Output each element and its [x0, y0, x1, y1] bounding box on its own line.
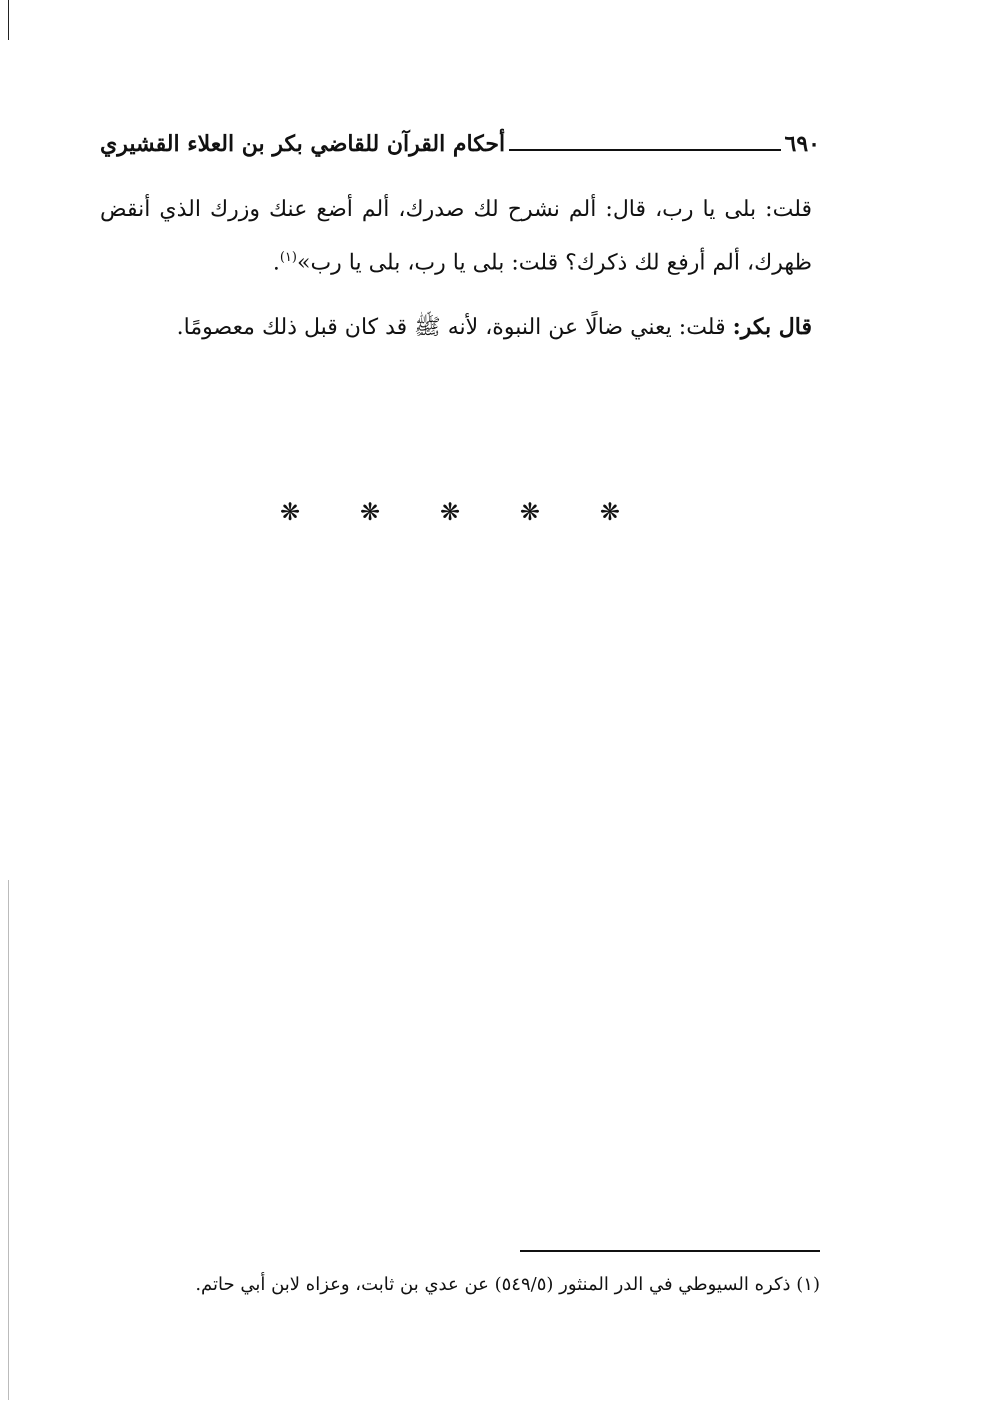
paragraph-2-text: قلت: يعني ضالًا عن النبوة، لأنه ﷺ قد كان قبل ذلك معصومًا. [176, 315, 733, 341]
header-rule [509, 149, 780, 151]
separator-star: ❋ [439, 498, 461, 526]
section-separator [280, 498, 620, 526]
running-title: أحكام القرآن للقاضي بكر بن العلاء القشيري [100, 131, 506, 157]
separator-star: ❋ [519, 498, 541, 526]
speaker-label: قال بكر: [732, 314, 812, 341]
main-text [100, 186, 812, 368]
footnote-reference[interactable]: (١) [279, 250, 297, 265]
paragraph-1 [100, 186, 812, 287]
paragraph-1-text: قلت: بلى يا رب، قال: ألم نشرح لك صدرك، ألم أضع عنك وزرك الذي أنقض ظهرك، ألم أرفع لك ذكرك؟ قلت: بلى يا رب، بلى يا رب» [100, 197, 812, 276]
separator-star: ❋ [280, 498, 301, 526]
footnote [100, 1268, 820, 1302]
page-header [100, 122, 820, 166]
paragraph-1-end: . [272, 250, 280, 276]
footnote-rule [520, 1250, 820, 1252]
page-number: ٦٩٠ [784, 131, 820, 157]
separator-star: ❋ [359, 498, 381, 526]
scan-edge-mark [8, 0, 9, 40]
paragraph-2 [100, 303, 812, 352]
scan-edge-mark-lower [8, 880, 9, 1400]
separator-star: ❋ [599, 498, 620, 526]
footnote-text: (١) ذكره السيوطي في الدر المنثور (٥٤٩/٥) عن عدي بن ثابت، وعزاه لابن أبي حاتم. [195, 1274, 820, 1295]
